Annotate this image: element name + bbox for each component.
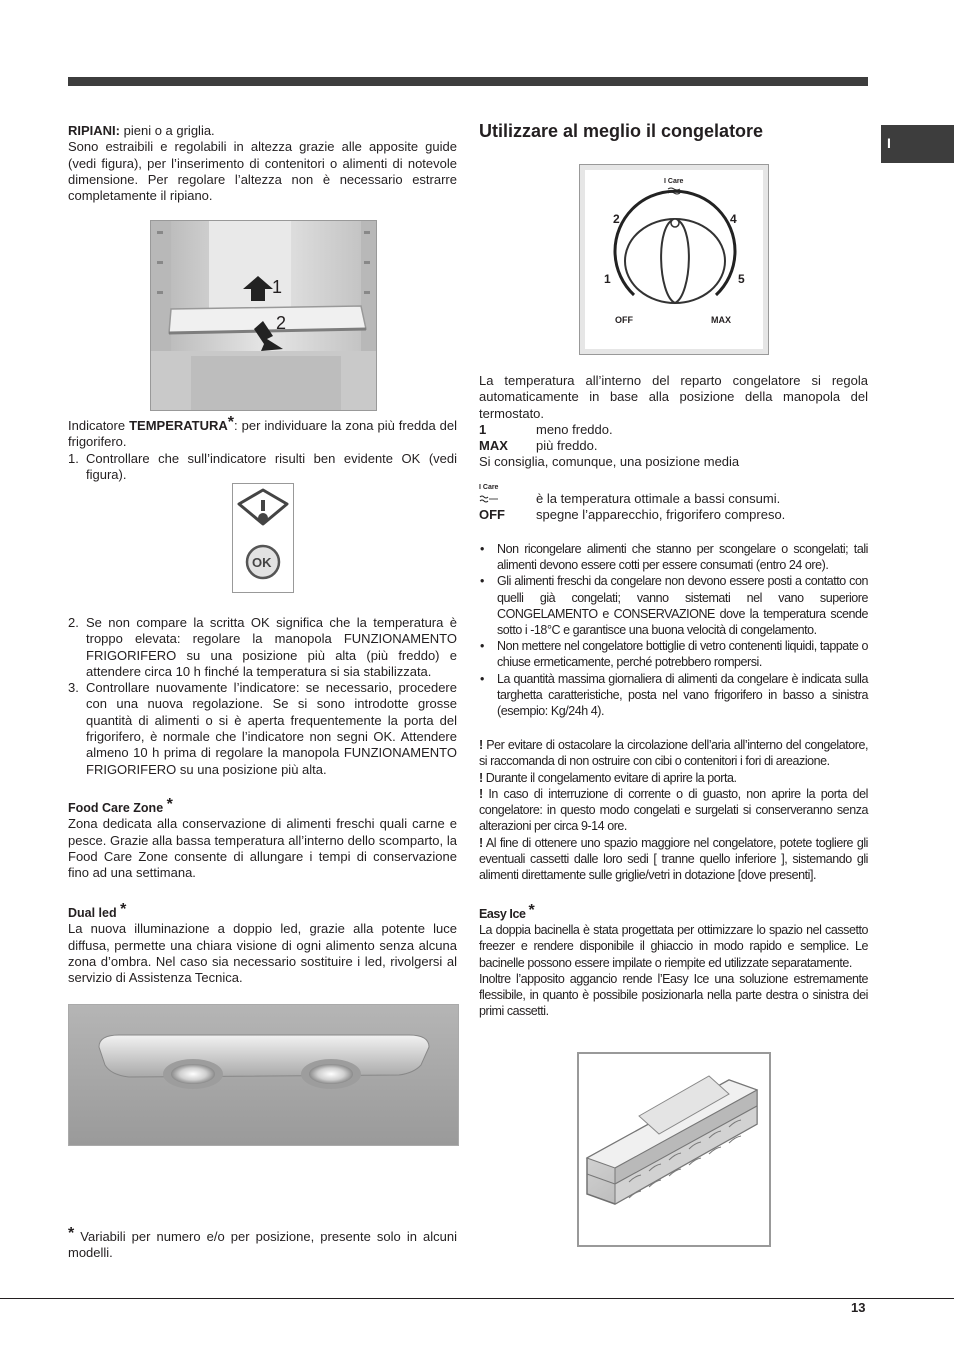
temp-step-2: 2. Se non compare la scritta OK significa che la temperatura è troppo elevata: regolare la manopola FUNZIONAMENTO FRIGORIFERO su una posizione più alta (più freddo) e attendere circa 10 h finché la temperatura si sia stabilizzata. — [68, 615, 457, 679]
warnings — [479, 737, 868, 884]
dial-icare-label: I Care — [664, 178, 684, 185]
shelves-text: Sono estraibili e regolabili in altezza grazie alle apposite guide (vedi figura), per l’inserimento di contenitori o alimenti di notevole dimensione. Per regolare l’altezza non è necessario estrarre completamente il ripiano. — [68, 139, 457, 204]
dial-off-label: OFF — [615, 315, 633, 325]
def-row-max: MAX più freddo. — [479, 438, 598, 454]
easy-ice-title: Easy Ice — [479, 907, 529, 921]
freezing-tips — [479, 541, 868, 719]
easy-ice-text-2: Inoltre l’apposito aggancio rende l’Easy Ice una soluzione estremamente flessibile, in quanto è possibile posizionarla nella parte destra o sinistra dei primi cassetti. — [479, 971, 868, 1019]
language-tab — [881, 125, 954, 163]
arrow-down-label: 2 — [276, 313, 287, 333]
language-tab-label: I — [887, 135, 891, 151]
food-care-star: * — [166, 796, 173, 813]
def-row-icare: I Care è la temperatura ottimale a bassi consumi. — [479, 483, 781, 506]
temp-label: TEMPERATURA — [129, 418, 228, 433]
footnote-text: Variabili per numero e/o per posizione, presente solo in alcuni modelli. — [68, 1229, 457, 1261]
dual-led-figure — [68, 1004, 459, 1146]
warning-3: ! In caso di interruzione di corrente o di guasto, non aprire la porta del congelatore: in questo modo congelati e surgelati si conserveranno senza alterazioni per circa 9-14 ore. — [479, 786, 868, 834]
temp-star: * — [227, 414, 235, 431]
ok-label: OK — [252, 555, 272, 570]
section-title: Utilizzare al meglio il congelatore — [479, 121, 764, 141]
header-bar — [68, 77, 868, 86]
thermostat-intro: La temperatura all’interno del reparto congelatore si regola automaticamente in base alla posizione della manopola del termostato. — [479, 373, 868, 421]
footnote-star: * — [68, 1225, 75, 1242]
warning-4: ! Al fine di ottenere uno spazio maggiore nel congelatore, potete togliere gli eventuali cassetti dalle loro sedi [ tranne quello inferiore ], sistemando gli alimenti direttamente sulle griglie/vetri in dotazione [dove presenti]. — [479, 835, 868, 883]
def-row-off: OFF spegne l’apparecchio, frigorifero compreso. — [479, 507, 786, 523]
temp-text: : per individuare la zona più fredda del frigorifero. — [68, 418, 457, 450]
temp-step-1: 1. Controllare che sull’indicatore risulti ben evidente OK (vedi figura). — [68, 450, 457, 482]
dial-mark-5: 5 — [738, 272, 745, 286]
easy-ice-star: * — [528, 902, 535, 919]
footer-rule — [0, 1298, 954, 1299]
footnote — [68, 1225, 457, 1262]
dial-mark-2: 2 — [613, 212, 620, 226]
temperature-indicator-section — [68, 414, 457, 483]
ok-indicator-figure — [232, 483, 294, 593]
temp-step-3: 3. Controllare nuovamente l’indicatore: se necessario, procedere con una nuova regolazione. Se si sono introdotte grosse quantità di alimenti o si è aperta frequentemente la porta del frigorifero, è normale che l’indicatore non segni OK. Attendere almeno 10 h prima di regolare la manopola FUNZIONAMENTO FRIGORIFERO su una posizione più alta. — [68, 680, 457, 777]
shelf-figure — [150, 220, 377, 411]
dial-mark-4: 4 — [730, 212, 737, 226]
temp-prefix: Indicatore — [68, 418, 130, 433]
easy-ice-figure — [577, 1052, 771, 1247]
thermostat-section — [479, 373, 868, 523]
tip-4: • La quantità massima giornaliera di alimenti da congelare è indicata sulla targhetta caratteristiche, posta nel vano frigorifero in basso a sinistra (esempio: Kg/24h 4). — [479, 671, 868, 720]
dial-mark-1: 1 — [604, 272, 611, 286]
food-care-text: Zona dedicata alla conservazione di alimenti freschi quali carne e pesce. Grazie alla bassa temperatura all’interno dello scomparto, la Food Care Zone consente di allungare i tempi di conservazione fino ad una settimana. — [68, 816, 457, 881]
temperature-steps-continued — [68, 615, 457, 778]
dual-led-star: * — [120, 901, 127, 918]
dual-led-text: La nuova illuminazione a doppio led, grazie alla potente luce diffusa, permette una chiara visione di ogni alimento senza alcuna zona d’ombra. Nel caso sia necessario sostituire i led, rivolgersi al servizio di Assistenza Tecnica. — [68, 921, 457, 986]
warning-1: ! Per evitare di ostacolare la circolazione dell’aria all’interno del congelatore, si raccomanda di non ostruire con cibi o contenitori i fori di areazione. — [479, 738, 869, 769]
shelves-first-line: pieni o a griglia. — [120, 123, 215, 138]
easy-ice-text-1: La doppia bacinella è stata progettata per ottimizzare lo spazio nel cassetto freezer e rendere disponibile il ghiaccio in modo rapido e semplice. Le bacinelle possono essere impilate o riempite ed utilizzate separatamente. — [479, 923, 868, 970]
warning-2: ! Durante il congelamento evitare di aprire la porta. — [479, 770, 737, 785]
shelves-section — [68, 123, 457, 204]
food-care-title: Food Care Zone — [68, 801, 167, 815]
dual-led-title: Dual led — [68, 906, 121, 920]
def-row-1: 1 meno freddo. — [479, 421, 613, 437]
tip-2: • Gli alimenti freschi da congelare non devono essere posti a contatto con quelli già congelati; vanno sistemati nel vano superiore CONGELAMENTO e CONSERVAZIONE dove la temperatura scende sotto i -18°C e garantisce una buona velocità di congelamento. — [479, 573, 868, 638]
food-care-section — [68, 796, 457, 881]
dial-max-label: MAX — [711, 315, 731, 325]
easy-ice-section — [479, 902, 868, 1019]
arrow-up-label: 1 — [272, 277, 283, 297]
dual-led-section — [68, 901, 457, 986]
shelves-label: RIPIANI: — [68, 123, 120, 138]
thermostat-dial-figure — [579, 164, 769, 355]
tip-1: • Non ricongelare alimenti che stanno per scongelare o scongelati; tali alimenti devono essere cotti per essere consumati (entro 24 ore). — [479, 541, 868, 573]
thermostat-advice: Si consiglia, comunque, una posizione media — [479, 454, 740, 470]
tip-3: • Non mettere nel congelatore bottiglie di vetro contenenti liquidi, tappate o chiuse ermeticamente, perché potrebbero rompersi. — [479, 638, 868, 670]
page-number: 13 — [851, 1300, 866, 1315]
icare-icon: I Care — [479, 491, 536, 507]
